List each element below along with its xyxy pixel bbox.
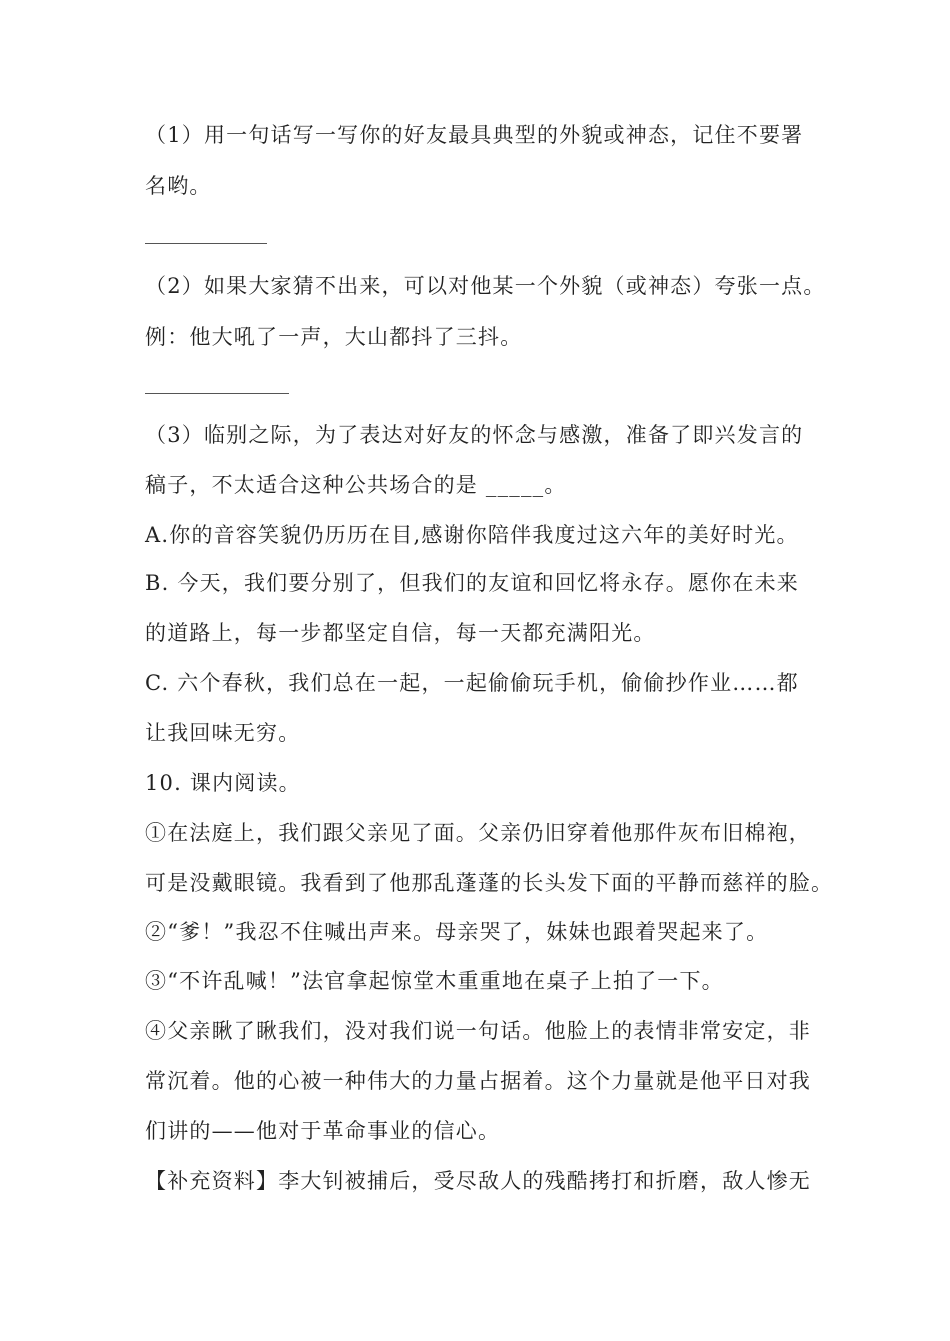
paragraph-4-line2: 常沉着。他的心被一种伟大的力量占据着。这个力量就是他平日对我 bbox=[145, 1069, 811, 1093]
q9-part3-line1: （3）临别之际，为了表达对好友的怀念与感激，准备了即兴发言的 bbox=[145, 423, 804, 447]
q10-title: 10. 课内阅读。 bbox=[145, 771, 301, 795]
option-a: A.你的音容笑貌仍历历在目,感谢你陪伴我度过这六年的美好时光。 bbox=[145, 523, 799, 547]
paragraph-4-line1: ④父亲瞅了瞅我们，没对我们说一句话。他脸上的表情非常安定，非 bbox=[145, 1019, 811, 1043]
q9-part3-line2: 稿子，不太适合这种公共场合的是 _____。 bbox=[145, 473, 567, 497]
q9-part2-line2: 例：他大吼了一声，大山都抖了三抖。 bbox=[145, 325, 523, 349]
option-c-line2: 让我回味无穷。 bbox=[145, 721, 301, 745]
paragraph-1-line2: 可是没戴眼镜。我看到了他那乱蓬蓬的长头发下面的平静而慈祥的脸。 bbox=[145, 871, 834, 895]
paragraph-2: ②“爹！”我忍不住喊出声来。母亲哭了，妹妹也跟着哭起来了。 bbox=[145, 920, 769, 944]
paragraph-4-line3: 们讲的——他对于革命事业的信心。 bbox=[145, 1119, 501, 1143]
q9-part1-line2: 名哟。 bbox=[145, 174, 212, 198]
answer-line-2 bbox=[145, 393, 289, 394]
option-b-line1: B. 今天，我们要分别了，但我们的友谊和回忆将永存。愿你在未来 bbox=[145, 571, 799, 595]
supplement-paragraph: 【补充资料】李大钊被捕后，受尽敌人的残酷拷打和折磨，敌人惨无 bbox=[145, 1169, 811, 1193]
answer-line-1 bbox=[145, 243, 267, 244]
option-c-line1: C. 六个春秋，我们总在一起，一起偷偷玩手机，偷偷抄作业……都 bbox=[145, 671, 799, 695]
option-b-line2: 的道路上，每一步都坚定自信，每一天都充满阳光。 bbox=[145, 621, 656, 645]
q9-part2-line1: （2）如果大家猜不出来，可以对他某一个外貌（或神态）夸张一点。 bbox=[145, 274, 826, 298]
q9-part1-line1: （1）用一句话写一写你的好友最具典型的外貌或神态，记住不要署 bbox=[145, 123, 804, 147]
paragraph-1-line1: ①在法庭上，我们跟父亲见了面。父亲仍旧穿着他那件灰布旧棉袍， bbox=[145, 821, 811, 845]
paragraph-3: ③“不许乱喊！”法官拿起惊堂木重重地在桌子上拍了一下。 bbox=[145, 969, 724, 993]
